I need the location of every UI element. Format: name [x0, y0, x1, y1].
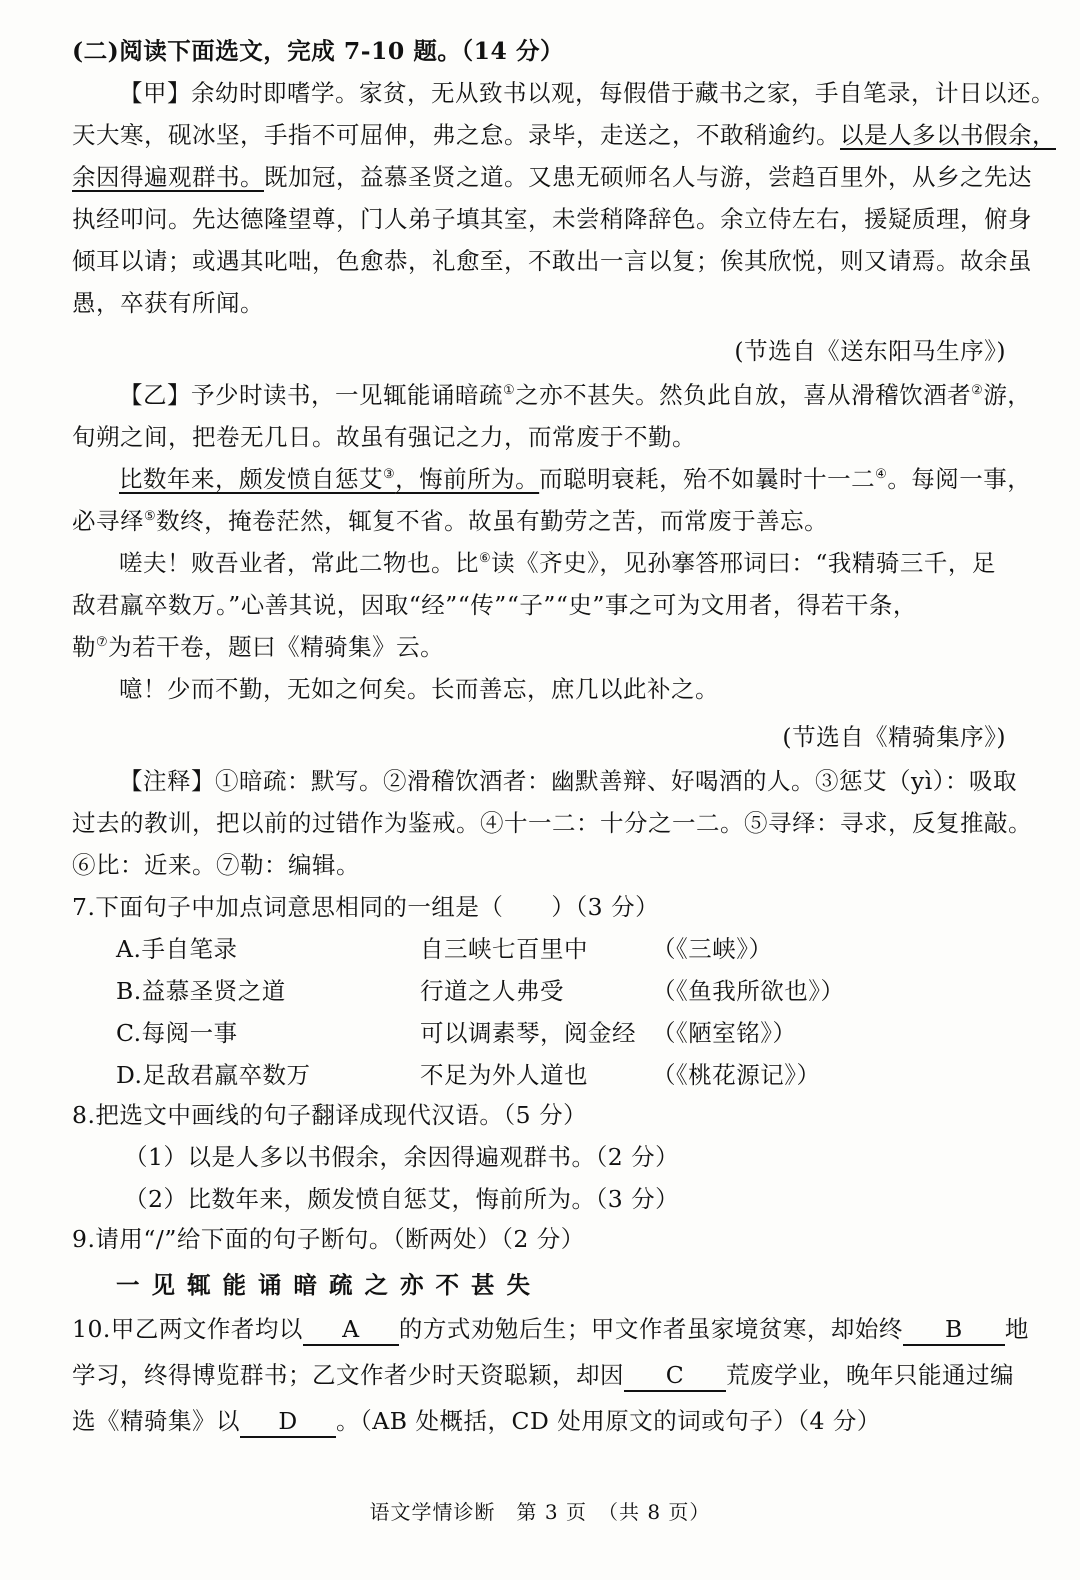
yi-text: 比数年来，颇发愤自惩艾: [119, 465, 383, 493]
passage-yi: [72, 380, 1032, 752]
option-source: （《陋室铭》）: [652, 1019, 797, 1047]
jia-line-3-text: 既加冠，益慕圣贤之道。又患无硕师名人与游，尝趋百里外，从乡之先达: [264, 163, 1032, 191]
note-ref-3: ③: [383, 467, 396, 483]
q10-text: 荒废学业，晚年只能通过编: [726, 1361, 1014, 1389]
yi-line-6: 敌君羸卒数万。”心善其说，因取“经”“传”“子”“史”事之可为文用者，得若干条，: [72, 591, 917, 619]
option-source: （《桃花源记》）: [652, 1061, 821, 1089]
jia-line-3: [72, 162, 1032, 192]
section-heading: (二)阅读下面选文，完成 7-10 题。（14 分）: [72, 37, 565, 65]
q10-text: 。（AB 处概括，CD 处用原文的词或句子）（4 分）: [336, 1407, 881, 1435]
option-sentence-1: B.益慕圣贤之道: [116, 977, 286, 1005]
q10-text: 10.甲乙两文作者均以: [72, 1315, 303, 1343]
question-10: [72, 1314, 1029, 1438]
note-ref-1: ①: [503, 383, 516, 399]
notes-line-3: ⑥比：近来。⑦勒：编辑。: [72, 851, 360, 879]
q10-line-2: [72, 1360, 1014, 1392]
blank-a[interactable]: A: [303, 1314, 399, 1346]
jia-line-2: [72, 120, 1056, 150]
jia-line-6: 愚，卒获有所闻。: [72, 289, 264, 317]
underlined-sentence-1b: 余因得遍观群书。: [72, 163, 264, 191]
jia-line-1: 【甲】余幼时即嗜学。家贫，无从致书以观，每假借于藏书之家，手自笔录，计日以还。: [119, 79, 1055, 107]
yi-text: ，悔前所为。: [395, 465, 540, 493]
q9-sentence: 一见辄能诵暗疏之亦不甚失: [116, 1271, 542, 1299]
blank-d[interactable]: D: [240, 1406, 336, 1438]
q10-text: 学习，终得博览群书；乙文作者少时天资聪颖，却因: [72, 1361, 624, 1389]
yi-text: 之亦不甚失。然负此自放，喜从滑稽饮酒者: [515, 381, 972, 409]
note-ref-6: ⑥: [479, 551, 492, 567]
option-sentence-2: 不足为外人道也: [420, 1061, 588, 1089]
jia-line-4: 执经叩问。先达德隆望尊，门人弟子填其室，未尝稍降辞色。余立侍左右，援疑质理，俯身: [72, 205, 1032, 233]
option-sentence-1: C.每阅一事: [116, 1019, 238, 1047]
option-sentence-2: 行道之人弗受: [420, 977, 564, 1005]
option-sentence-1: A.手自笔录: [116, 935, 238, 963]
q8-stem: 8.把选文中画线的句子翻译成现代汉语。（5 分）: [72, 1101, 588, 1129]
q8-sub-1: （1）以是人多以书假余，余因得遍观群书。（2 分）: [124, 1143, 680, 1171]
yi-text: 。每阅一事，: [887, 465, 1032, 493]
note-ref-5: ⑤: [144, 509, 157, 525]
option-sentence-1: D.足敌君羸卒数万: [116, 1061, 311, 1089]
underlined-sentence-1a: 以是人多以书假余，: [840, 121, 1056, 149]
q7-option-a: [116, 934, 1006, 964]
yi-line-1: [72, 380, 1032, 410]
yi-text: 为若干卷，题曰《精骑集》云。: [108, 633, 445, 661]
underlined-sentence-2: [119, 465, 539, 493]
yi-line-7: [72, 632, 1006, 662]
q7-option-c: [116, 1018, 1006, 1048]
notes-line-1: 【注释】①暗疏：默写。②滑稽饮酒者：幽默善辩、好喝酒的人。③惩艾（yì）：吸取: [119, 767, 1018, 795]
jia-line-5: 倾耳以请；或遇其叱咄，色愈恭，礼愈至，不敢出一言以复；俟其欣悦，则又请焉。故余虽: [72, 247, 1032, 275]
question-9: [72, 1224, 1006, 1300]
note-ref-4: ④: [875, 467, 888, 483]
option-sentence-2: 可以调素琴，阅金经: [420, 1019, 636, 1047]
jia-source: (节选自《送东阳马生序》): [734, 337, 1006, 365]
yi-line-5: [72, 548, 1006, 578]
q8-sub-2: （2）比数年来，颇发愤自惩艾，悔前所为。（3 分）: [124, 1185, 680, 1213]
yi-line-4: [72, 506, 1006, 536]
option-source: （《鱼我所欲也》）: [652, 977, 845, 1005]
yi-source: (节选自《精骑集序》): [782, 723, 1006, 751]
yi-text: 数终，掩卷茫然，辄复不省。故虽有勤劳之苦，而常废于善忘。: [156, 507, 829, 535]
page-footer: 语文学情诊断 第 3 页 （共 8 页）: [369, 1500, 711, 1524]
yi-text: 必寻绎: [72, 507, 144, 535]
q10-text: 选《精骑集》以: [72, 1407, 240, 1435]
blank-c[interactable]: C: [624, 1360, 726, 1392]
yi-line-2: 旬朔之间，把卷无几日。故虽有强记之力，而常废于不勤。: [72, 423, 696, 451]
q10-line-1: [72, 1314, 1029, 1346]
yi-text: 勒: [72, 633, 96, 661]
blank-b[interactable]: B: [903, 1314, 1005, 1346]
question-8: [72, 1100, 1006, 1214]
notes-line-2: 过去的教训，把以前的过错作为鉴戒。④十一二：十分之一二。⑤寻绎：寻求，反复推敲。: [72, 809, 1032, 837]
yi-text: 读《齐史》，见孙搴答邢词曰：“我精骑三千，足: [491, 549, 996, 577]
yi-line-8: 噫！少而不勤，无如之何矣。长而善忘，庶几以此补之。: [119, 675, 719, 703]
jia-line-2-text: 天大寒，砚冰坚，手指不可屈伸，弗之怠。录毕，走送之，不敢稍逾约。: [72, 121, 840, 149]
yi-text: 【乙】予少时读书，一见辄能诵暗疏: [119, 381, 503, 409]
q7-option-b: [116, 976, 1006, 1006]
q7-stem: 7.下面句子中加点词意思相同的一组是（ ）（3 分）: [72, 893, 660, 921]
option-sentence-2: 自三峡七百里中: [420, 935, 588, 963]
option-source: （《三峡》）: [652, 935, 773, 963]
q10-line-3: [72, 1406, 1006, 1438]
q10-text: 的方式劝勉后生；甲文作者虽家境贫寒，却始终: [398, 1315, 903, 1343]
note-ref-2: ②: [971, 383, 984, 399]
q10-text: 地: [1004, 1315, 1029, 1343]
note-ref-7: ⑦: [96, 635, 109, 651]
annotations: [72, 766, 1032, 880]
q9-stem: 9.请用“/”给下面的句子断句。（断两处）（2 分）: [72, 1225, 585, 1253]
q7-option-d: [116, 1060, 1006, 1090]
question-7: [72, 892, 1006, 1090]
yi-line-3: [72, 464, 1032, 494]
yi-text: 嗟夫！败吾业者，常此二物也。比: [119, 549, 479, 577]
yi-text: 游，: [983, 381, 1032, 409]
passage-jia: [72, 78, 1056, 366]
yi-text: 而聪明衰耗，殆不如曩时十一二: [539, 465, 876, 493]
